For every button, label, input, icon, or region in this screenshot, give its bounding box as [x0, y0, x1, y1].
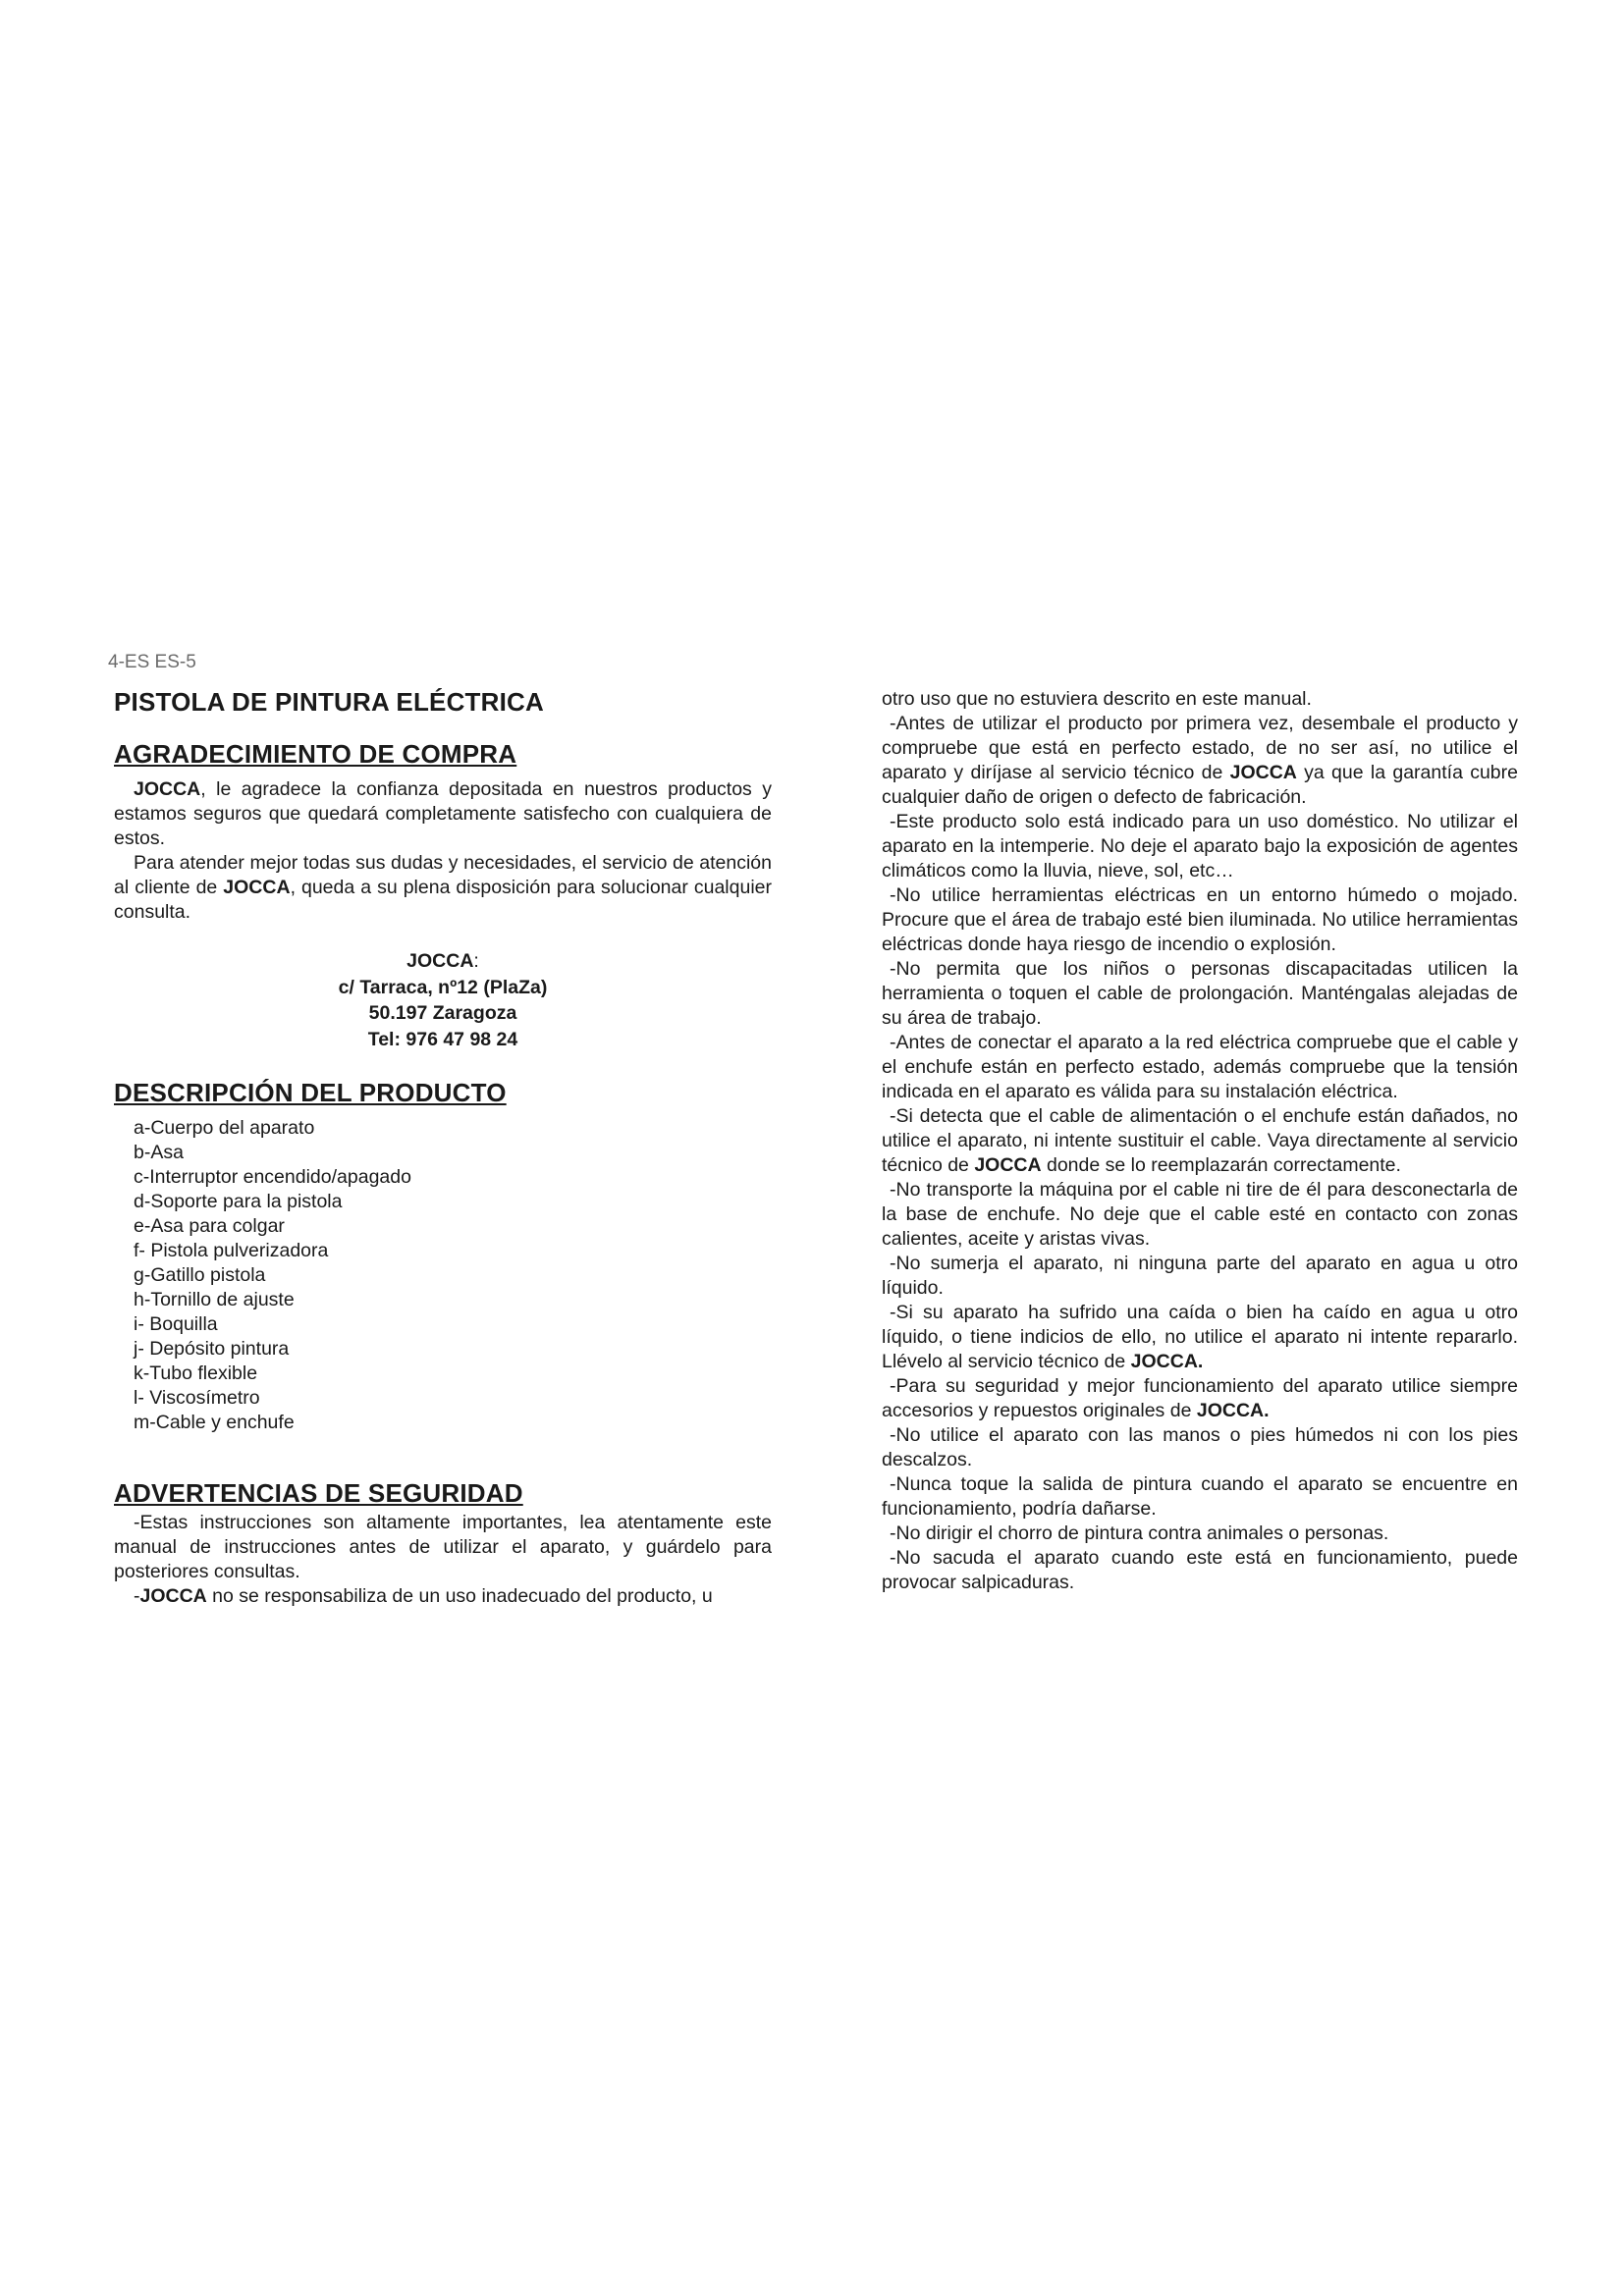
parts-list-item: m-Cable y enchufe	[134, 1412, 295, 1433]
parts-list-item: e-Asa para colgar	[134, 1215, 285, 1237]
parts-list-item: i- Boquilla	[134, 1313, 218, 1335]
thanks-paragraph-2: Para atender mejor todas sus dudas y necesidades, el servicio de atención al cliente de JOCCA, queda a su plena disposición para solucionar cualquier consulta.	[114, 852, 772, 923]
safety-paragraph: -Si detecta que el cable de alimentación o el enchufe están dañados, no utilice el aparato, ni intente sustituir el cable. Vaya directamente al servicio técnico de JOCCA donde se lo reemplazarán correctamente.	[882, 1105, 1518, 1176]
safety-paragraph: -Nunca toque la salida de pintura cuando el aparato se encuentre en funcionamiento, podría dañarse.	[882, 1473, 1518, 1520]
address-phone: Tel: 976 47 98 24	[367, 1028, 518, 1050]
safety-paragraph: -No utilice herramientas eléctricas en un entorno húmedo o mojado. Procure que el área de trabajo esté bien iluminada. No utilice herramientas eléctricas donde haya riesgo de incendio o explosión.	[882, 884, 1518, 955]
parts-list-item: c-Interruptor encendido/apagado	[134, 1166, 411, 1188]
safety-paragraph: -No dirigir el chorro de pintura contra animales o personas.	[890, 1522, 1389, 1544]
safety-paragraph: -JOCCA no se responsabiliza de un uso inadecuado del producto, u	[134, 1585, 713, 1607]
safety-paragraph: -Si su aparato ha sufrido una caída o bien ha caído en agua u otro líquido, o tiene indicios de ello, no utilice el aparato ni intente repararlo. Llévelo al servicio técnico de JOCCA.	[882, 1302, 1518, 1372]
safety-paragraph: -No transporte la máquina por el cable ni tire de él para desconectarla de la base de enchufe. No deje que el cable esté en contacto con zonas calientes, aceite y aristas vivas.	[882, 1179, 1518, 1250]
document-title: PISTOLA DE PINTURA ELÉCTRICA	[114, 687, 544, 717]
safety-paragraph: -Para su seguridad y mejor funcionamiento del aparato utilice siempre accesorios y repuestos originales de JOCCA.	[882, 1375, 1518, 1421]
safety-paragraph: -Estas instrucciones son altamente importantes, lea atentamente este manual de instrucciones antes de utilizar el aparato, y guárdelo para posteriores consultas.	[114, 1512, 772, 1582]
safety-paragraph: -No utilice el aparato con las manos o pies húmedos ni con los pies descalzos.	[882, 1424, 1518, 1470]
safety-paragraph: otro uso que no estuviera descrito en este manual.	[882, 688, 1312, 710]
brand-name: JOCCA	[134, 778, 201, 800]
address-city: 50.197 Zaragoza	[368, 1002, 517, 1024]
parts-list-item: d-Soporte para la pistola	[134, 1191, 343, 1212]
brand-name: JOCCA.	[1130, 1351, 1204, 1372]
safety-paragraph: -Antes de conectar el aparato a la red eléctrica compruebe que el cable y el enchufe están en perfecto estado, además compruebe que la tensión indicada en el aparato es válida para su instalación eléctrica.	[882, 1032, 1518, 1102]
parts-list-item: f- Pistola pulverizadora	[134, 1240, 329, 1261]
brand-name: JOCCA	[223, 877, 291, 898]
brand-name: JOCCA	[139, 1585, 207, 1607]
description-heading: DESCRIPCIÓN DEL PRODUCTO	[114, 1078, 507, 1107]
brand-name: JOCCA.	[1196, 1400, 1270, 1421]
safety-paragraph: -No sacuda el aparato cuando este está en funcionamiento, puede provocar salpicaduras.	[882, 1547, 1518, 1593]
address-company: JOCCA	[406, 950, 474, 972]
parts-list-item: l- Viscosímetro	[134, 1387, 260, 1409]
page-number-label: 4-ES ES-5	[108, 652, 196, 672]
safety-heading: ADVERTENCIAS DE SEGURIDAD	[114, 1478, 523, 1508]
safety-paragraph: -No permita que los niños o personas discapacitadas utilicen la herramienta o toquen el cable de prolongación. Manténgalas alejadas de su área de trabajo.	[882, 958, 1518, 1029]
parts-list-item: b-Asa	[134, 1142, 184, 1163]
parts-list-item: k-Tubo flexible	[134, 1362, 258, 1384]
safety-paragraph: -Antes de utilizar el producto por primera vez, desembale el producto y compruebe que está en perfecto estado, de no ser así, no utilice el aparato y diríjase al servicio técnico de JOCCA ya que la garantía cubre cualquier daño de origen o defecto de fabricación.	[882, 713, 1518, 808]
company-address: JOCCA: c/ Tarraca, nº12 (PlaZa) 50.197 Zaragoza Tel: 976 47 98 24	[114, 948, 772, 1052]
parts-list-item: h-Tornillo de ajuste	[134, 1289, 295, 1310]
thanks-heading: AGRADECIMIENTO DE COMPRA	[114, 739, 517, 769]
left-column	[114, 687, 772, 1609]
address-street: c/ Tarraca, nº12 (PlaZa)	[338, 976, 548, 998]
safety-paragraph: -Este producto solo está indicado para un uso doméstico. No utilizar el aparato en la intemperie. No deje el aparato bajo la exposición de agentes climáticos como la lluvia, nieve, sol, etc…	[882, 811, 1518, 881]
parts-list-item: j- Depósito pintura	[134, 1338, 290, 1360]
parts-list	[114, 1116, 772, 1435]
brand-name: JOCCA	[1229, 762, 1297, 783]
right-column	[882, 687, 1518, 1595]
parts-list-item: a-Cuerpo del aparato	[134, 1117, 315, 1139]
brand-name: JOCCA	[974, 1154, 1042, 1176]
safety-section	[114, 1478, 772, 1609]
thanks-paragraph-1: JOCCA, le agradece la confianza depositada en nuestros productos y estamos seguros que quedará completamente satisfecho con cualquiera de estos.	[114, 778, 772, 849]
safety-paragraph: -No sumerja el aparato, ni ninguna parte del aparato en agua u otro líquido.	[882, 1253, 1518, 1299]
parts-list-item: g-Gatillo pistola	[134, 1264, 266, 1286]
